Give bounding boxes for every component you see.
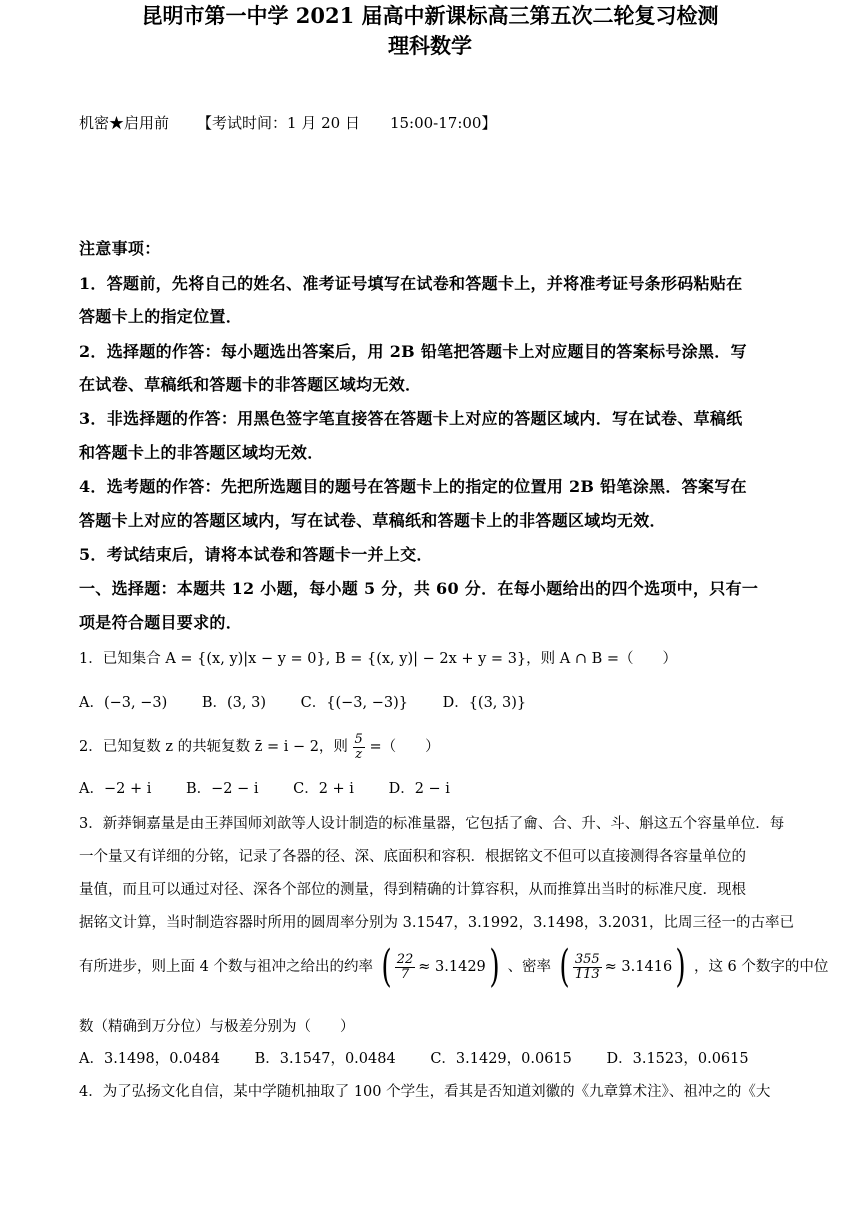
q2-fraction: [353, 733, 365, 761]
exam-header: [79, 112, 496, 133]
milv-fraction: [573, 953, 602, 981]
milv-value: ≈ 3.1416: [604, 959, 673, 975]
q2-frac-den: z: [355, 746, 363, 762]
note-line: 3．非选择题的作答：用黑色签字笔直接答在答题卡上对应的答题区域内．写在试卷、草稿纸: [79, 409, 743, 428]
option-a: A．(−3, −3): [79, 695, 168, 711]
q2-frac-num: 5: [354, 732, 363, 747]
question-1-options: [79, 691, 556, 712]
note-line: 2．选择题的作答：每小题选出答案后，用 2B 铅笔把答题卡上对应题目的答案标号涂黑．写: [79, 342, 747, 361]
note-line: 4．选考题的作答：先把所选题目的题号在答题卡上的指定的位置用 2B 铅笔涂黑．答案写在: [79, 477, 747, 496]
notes-heading: 注意事项：: [79, 239, 161, 258]
q3-text: 有所进步，则上面 4 个数与祖冲之给出的约率: [79, 959, 373, 975]
option-c: C．2 + i: [293, 781, 354, 797]
note-line: 答题卡上对应的答题区域内，写在试卷、草稿纸和答题卡上的非答题区域均无效．: [79, 511, 666, 530]
confidential-label: 机密★启用前: [79, 114, 170, 132]
yuelv-fraction: [395, 953, 416, 981]
note-line: 和答题卡上的非答题区域均无效．: [79, 443, 324, 462]
yuelv-expression: ( $\frac{22}{7}$ ≈ 3.1429 ): [380, 941, 500, 992]
option-a: A．3.1498，0.0484: [79, 1051, 220, 1067]
question-3-line: 量值，而且可以通过对径、深各个部位的测量，得到精确的计算容积，从而推算出当时的标准尺度．现根: [79, 882, 746, 898]
milv-expression: ( $\frac{355}{113}$ ≈ 3.1416 ): [559, 941, 686, 992]
question-1-stem: 1．已知集合 A = {(x, y)|x − y = 0}, B = {(x, y)| − 2x + y = 3}，则 A ∩ B =（ ）: [79, 651, 678, 667]
option-a: A．−2 + i: [79, 781, 152, 797]
note-line: 5．考试结束后，请将本试卷和答题卡一并上交．: [79, 545, 433, 564]
milv-num: 355: [574, 951, 600, 967]
option-d: D．3.1523，0.0615: [606, 1051, 749, 1067]
yuelv-num: 22: [396, 951, 414, 967]
q2-stem-suffix: =（ ）: [369, 739, 440, 756]
exam-subject: 理科数学: [388, 33, 472, 58]
question-4-line: 4．为了弘扬文化自信，某中学随机抽取了 100 个学生，看其是否知道刘徽的《九章算术注》、祖冲之的《大: [79, 1084, 771, 1100]
yuelv-den: 7: [400, 966, 410, 982]
question-2-options: [79, 777, 480, 798]
question-3-line: 3．新莽铜嘉量是由王莽国师刘歆等人设计制造的标准量器，它包括了龠、合、升、斗、斛这五个容量单位．每: [79, 816, 785, 832]
note-line: 在试卷、草稿纸和答题卡的非答题区域均无效．: [79, 375, 422, 394]
option-c: C．3.1429，0.0615: [430, 1051, 572, 1067]
option-d: D．{(3, 3)}: [442, 695, 527, 711]
option-b: B．3.1547，0.0484: [254, 1051, 396, 1067]
note-line: 1．答题前，先将自己的姓名、准考证号填写在试卷和答题卡上，并将准考证号条形码粘贴在: [79, 274, 743, 293]
milv-den: 113: [574, 966, 600, 982]
section-heading-cont: 项是符合题目要求的．: [79, 613, 243, 632]
option-d: D．2 − i: [388, 781, 450, 797]
option-b: B．(3, 3): [201, 695, 267, 711]
q2-stem-prefix: 2．已知复数 z 的共轭复数 z̄ = i − 2，则: [79, 739, 348, 756]
note-line: 答题卡上的指定位置．: [79, 307, 243, 326]
question-3-options: [79, 1047, 779, 1068]
option-c: C．{(−3, −3)}: [300, 695, 408, 711]
exam-time: 【考试时间：1 月 20 日 15:00-17:00】: [197, 114, 497, 132]
q3-text: ，这 6 个数字的中位: [693, 959, 829, 975]
question-2-stem: [79, 733, 440, 761]
question-3-line: 数（精确到万分位）与极差分别为（ ）: [79, 1019, 355, 1035]
section-heading: 一、选择题：本题共 12 小题，每小题 5 分，共 60 分．在每小题给出的四个选项中，只有一: [79, 579, 759, 598]
exam-title: 昆明市第一中学 2021 届高中新课标高三第五次二轮复习检测: [141, 3, 719, 28]
question-3-line: 据铭文计算，当时制造容器时所用的圆周率分别为 3.1547，3.1992，3.1498，3.2031，比周三径一的古率已: [79, 915, 795, 931]
question-3-line: 一个量又有详细的分铭，记录了各器的径、深、底面积和容积．根据铭文不但可以直接测得各容量单位的: [79, 849, 746, 865]
option-b: B．−2 − i: [185, 781, 259, 797]
question-3-line-5: [79, 941, 829, 992]
yuelv-value: ≈ 3.1429: [418, 959, 486, 975]
q3-text: 、密率: [507, 959, 552, 975]
